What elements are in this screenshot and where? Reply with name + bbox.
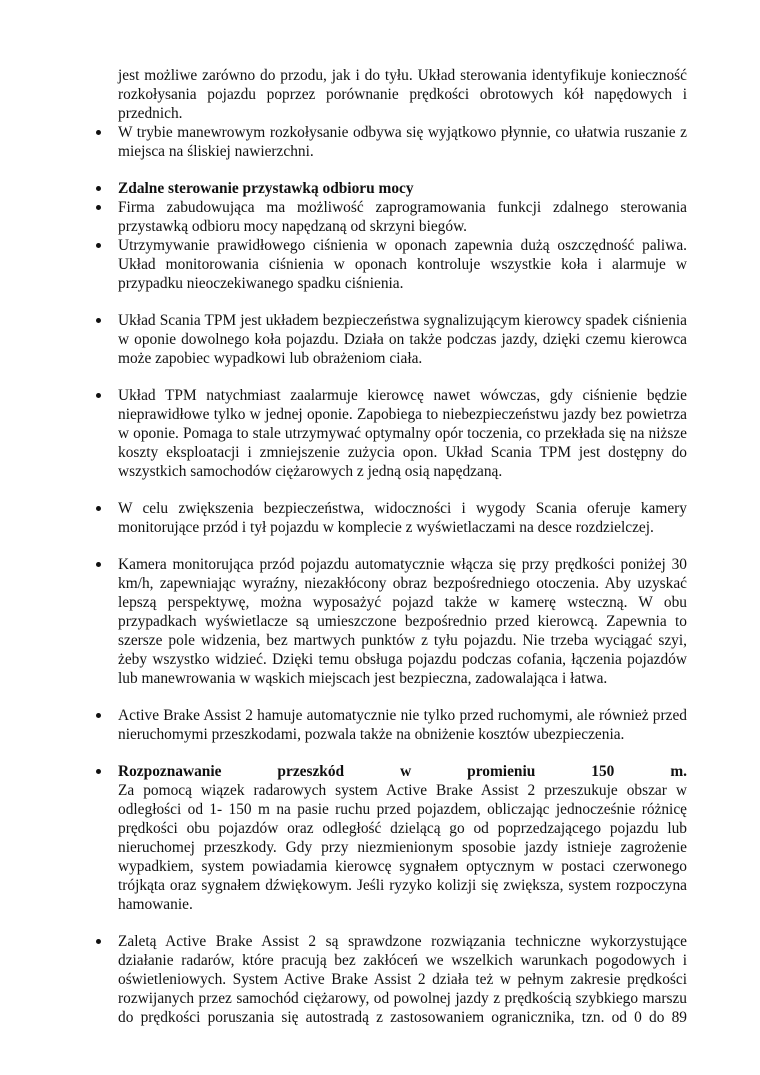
document-page — [118, 66, 687, 1027]
bullet-item: Active Brake Assist 2 hamuje automatycznie nie tylko przed ruchomymi, ale również przed nieruchomymi przeszkodami, pozwala także na obniżenie kosztów ubezpieczenia. — [118, 707, 687, 743]
bullet-item: Utrzymywanie prawidłowego ciśnienia w oponach zapewnia dużą oszczędność paliwa. Układ monitorowania ciśnienia w oponach kontroluje wszystkie koła i alarmuje w przypadku nieoczekiwanego spadku ciśnienia. — [118, 237, 687, 292]
bullet-item: W celu zwiększenia bezpieczeństwa, widoczności i wygody Scania oferuje kamery monitorujące przód i tył pojazdu w komplecie z wyświetlaczami na desce rozdzielczej. — [118, 500, 687, 536]
bullet-item: Układ TPM natychmiast zaalarmuje kierowcę nawet wówczas, gdy ciśnienie będzie nieprawidłowe tylko w jednej oponie. Zapobiega to niebezpieczeństwu jazdy bez powietrza w oponie. Pomaga to stale utrzymywać optymalny opór toczenia, co przekłada się na niższe koszty eksploatacji i zmniejszenie zużycia opon. Układ Scania TPM jest dostępny do wszystkich samochodów ciężarowych z jedną osią napędzaną. — [118, 387, 687, 480]
bullet-item: W trybie manewrowym rozkołysanie odbywa się wyjątkowo płynnie, co ułatwia ruszanie z miejsca na śliskiej nawierzchni. — [118, 124, 687, 160]
bullet-item-with-heading — [118, 762, 687, 914]
bullet-heading: Rozpoznawanie przeszkód w promieniu 150 m. — [118, 763, 687, 780]
bullet-heading: Zdalne sterowanie przystawką odbioru mocy — [118, 179, 687, 198]
bullet-item: Układ Scania TPM jest układem bezpieczeństwa sygnalizującym kierowcy spadek ciśnienia w oponie dowolnego koła pojazdu. Działa on także podczas jazdy, dzięki czemu kierowca może zapobiec wypadkowi lub obrażeniom ciała. — [118, 312, 687, 367]
bullet-item: Firma zabudowująca ma możliwość zaprogramowania funkcji zdalnego sterowania przystawką odbioru mocy napędzaną od skrzyni biegów. — [118, 199, 687, 235]
paragraph-continuation: jest możliwe zarówno do przodu, jak i do tyłu. Układ sterowania identyfikuje konieczność rozkołysania pojazdu poprzez porównanie prędkości obrotowych kół napędowych i przednich. — [118, 67, 687, 122]
bullet-body: Za pomocą wiązek radarowych system Active Brake Assist 2 przeszukuje obszar w odległości od 1- 150 m na pasie ruchu przed pojazdem, obliczając jednocześnie różnicę prędkości obu pojazdów oraz odległość dzielącą go od poprzedzającego pojazdu lub nieruchomej przeszkody. Gdy przy niezmienionym sposobie jazdy istnieje zagrożenie wypadkiem, system powiadamia kierowcę sygnałem optycznym w postaci czerwonego trójkąta oraz sygnałem dźwiękowym. Jeśli ryzyko kolizji się zwiększa, system rozpoczyna hamowanie. — [118, 782, 687, 913]
bullet-item: Kamera monitorująca przód pojazdu automatycznie włącza się przy prędkości poniżej 30 km/h, zapewniając wyraźny, niezakłócony obraz bezpośredniego otoczenia. Aby uzyskać lepszą perspektywę, można wyposażyć pojazd także w kamerę wsteczną. W obu przypadkach wyświetlacze są umieszczone bezpośrednio przed kierowcą. Zapewnia to szersze pole widzenia, bez martwych punktów z tyłu pojazdu. Nie trzeba wyciągać szyi, żeby wszystko widzieć. Dzięki temu obsługa pojazdu podczas cofania, łączenia pojazdów lub manewrowania w wąskich miejscach jest bezpieczna, zadowalająca i łatwa. — [118, 556, 687, 687]
bullet-item: Zaletą Active Brake Assist 2 są sprawdzone rozwiązania techniczne wykorzystujące działanie radarów, które pracują bez zakłóceń we wszelkich warunkach pogodowych i oświetleniowych. System Active Brake Assist 2 działa też w pełnym zakresie prędkości rozwijanych przez samochód ciężarowy, od powolnej jazdy z prędkością szybkiego marszu do prędkości poruszania się autostradą z zastosowaniem ogranicznika, tzn. od 0 do 89 — [118, 933, 687, 1026]
